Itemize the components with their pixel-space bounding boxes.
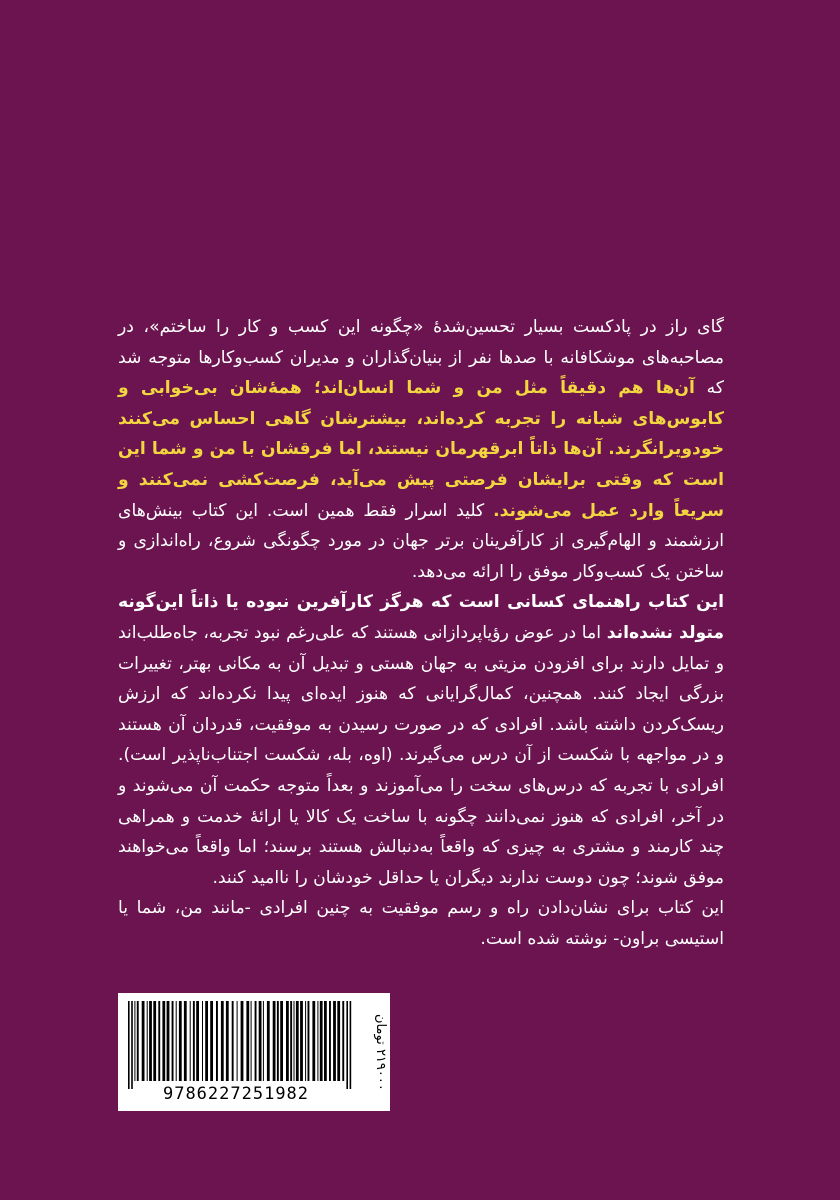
- barcode-bar: [216, 1001, 218, 1081]
- barcode-bar: [320, 1001, 323, 1081]
- blurb-intro: گای راز در پادکست بسیار تحسین‌شدهٔ «چگونه این کسب و کار را ساختم»، در مصاحبه‌های موشکافانه با صدها نفر از بنیان‌گذاران و مدیران کسب‌وکارها متوجه شد که: [118, 317, 724, 399]
- barcode-bar: [263, 1001, 264, 1081]
- barcode-bar: [342, 1001, 344, 1081]
- barcode-bar: [277, 1001, 279, 1081]
- barcode-bar: [305, 1001, 306, 1081]
- barcode-bar: [158, 1001, 160, 1081]
- barcode-bar: [232, 1001, 234, 1081]
- barcode-bar: [128, 1001, 130, 1089]
- barcode-bar: [324, 1001, 327, 1081]
- barcode-bar: [196, 1001, 199, 1081]
- barcode-bar: [190, 1001, 191, 1081]
- barcode-bar: [172, 1001, 174, 1081]
- barcode-bar: [286, 1001, 289, 1081]
- barcode-bar: [294, 1001, 295, 1081]
- barcode-bar: [153, 1001, 156, 1081]
- barcode-bar: [273, 1001, 276, 1081]
- blurb-conclusion: کلید اسرار فقط همین است. این کتاب بینش‌های ارزشمند و الهام‌گیری از کارآفرینان برتر جهان در مورد چگونگی شروع، راه‌اندازی و ساختن یک کسب‌وکار موفق را ارائه می‌دهد.: [118, 500, 724, 582]
- blurb-paragraph-2: [118, 587, 724, 893]
- blurb-bold-line: این کتاب راهنمای کسانی است که هرگز کارآفرین نبوده یا ذاتاً این‌گونه متولد نشده‌اند: [118, 592, 724, 643]
- barcode-bar: [290, 1001, 292, 1081]
- isbn-number: 9786227251982: [162, 1084, 310, 1104]
- barcode-bar: [337, 1001, 340, 1081]
- barcode-bar: [333, 1001, 336, 1081]
- barcode-bar: [350, 1001, 352, 1089]
- barcode-bar: [149, 1001, 152, 1081]
- barcode-bar: [237, 1001, 238, 1081]
- barcode-bar: [280, 1001, 283, 1081]
- blurb-audience: اما در عوض رؤیاپردازانی هستند که علی‌رغم نبود تجربه، جاه‌طلب‌اند و تمایل دارند برای افزودن مزیتی به جهان هستی و تبدیل آن به مکانی بهتر، تغییرات بزرگی ایجاد کنند. همچنین، کمال‌گرایانی که هنوز ایده‌ای پیدا نکرده‌اند که ارزش ریسک‌کردن داشته باشد. افرادی که در صورت رسیدن به موفقیت، قدردان آن هستند و در مواجهه با شکست از آن درس می‌گیرند. (اوه، بله، شکست اجتناب‌ناپذیر است). افرادی با تجربه که درس‌های سخت را می‌آموزند و بعداً متوجه حکمت آن می‌شوند و در آخر، افرادی که هنوز نمی‌دانند چگونه با ساخت یک کالا یا ارائهٔ خدمت و همراهی چند کارمند و مشتری به چیزی که واقعاً به‌دنبالش هستند برسند؛ اما واقعاً می‌خواهند موفق شوند؛ چون دوست ندارند دیگران یا حداقل خودشان را ناامید کنند.: [118, 622, 724, 888]
- barcode-bar: [308, 1001, 310, 1081]
- barcode-label: [118, 993, 390, 1111]
- barcode-bar: [167, 1001, 170, 1081]
- barcode-bar: [184, 1001, 187, 1081]
- blurb-paragraph-3: این کتاب برای نشان‌دادن راه و رسم موفقیت به چنین افرادی -مانند من، شما یا استیسی براون- نوشته شده است.: [118, 898, 724, 949]
- barcode-bar: [300, 1001, 303, 1081]
- barcode-bar: [246, 1001, 249, 1081]
- barcode-bar: [241, 1001, 244, 1081]
- barcode-bar: [137, 1001, 139, 1081]
- price-label: ۲۱۹۰۰۰ تومان: [373, 1013, 388, 1091]
- barcode-bar: [346, 1001, 348, 1089]
- barcode-bar: [296, 1001, 299, 1081]
- barcode-bar: [142, 1001, 145, 1081]
- barcode-bar: [312, 1001, 315, 1081]
- blurb-highlight: آن‌ها هم دقیقاً مثل من و شما انسان‌اند؛ همهٔ‌شان بی‌خوابی و کابوس‌های شبانه را تجربه کرده‌اند، بیشترشان گاهی احساس می‌کنند خودویرانگرند. آن‌ها ذاتاً ابرقهرمان نیستند، اما فرقشان با من و شما این است که وقتی برایشان فرصتی پیش می‌آید، فرصت‌کشی نمی‌کنند و سریعاً وارد عمل می‌شوند.: [118, 378, 724, 521]
- barcode-bar: [259, 1001, 262, 1081]
- barcode-bar: [221, 1001, 224, 1081]
- blurb-paragraph-1: [118, 312, 724, 587]
- barcode-bar: [226, 1001, 229, 1081]
- barcode-bar: [317, 1001, 318, 1081]
- barcode-bar: [176, 1001, 177, 1081]
- barcode-bar: [202, 1001, 203, 1081]
- barcode-bar: [131, 1001, 133, 1089]
- barcode-bar: [134, 1001, 135, 1081]
- barcode-bar: [162, 1001, 165, 1081]
- barcode-bar: [255, 1001, 257, 1081]
- barcode-bar: [329, 1001, 331, 1081]
- blurb-text: [118, 312, 724, 954]
- barcode-bar: [251, 1001, 252, 1081]
- barcode-bar: [193, 1001, 195, 1081]
- barcode-bar: [210, 1001, 213, 1081]
- barcode-bar: [267, 1001, 270, 1081]
- barcode-bar: [205, 1001, 208, 1081]
- barcode-bar: [179, 1001, 182, 1081]
- barcode-bar: [147, 1001, 148, 1081]
